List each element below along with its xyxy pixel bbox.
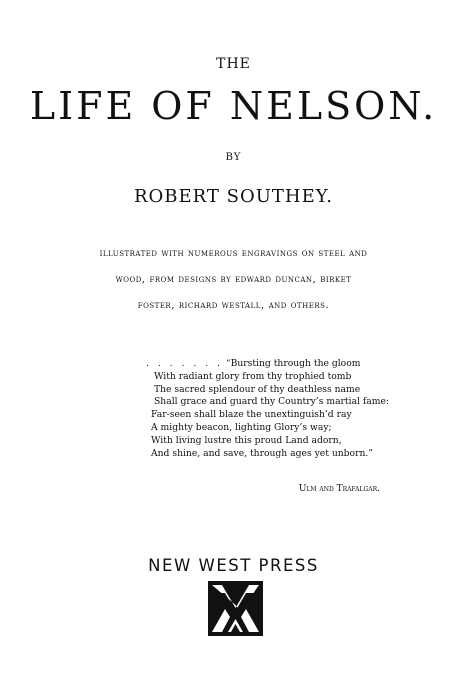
epigraph-line: The sacred splendour of thy deathless name (154, 383, 361, 395)
epigraph-line-text: “Bursting through the gloom (225, 358, 361, 369)
epigraph-line (146, 358, 376, 371)
epigraph-line: With living lustre this proud Land adorn, (151, 434, 342, 446)
title-prefix: THE (216, 56, 251, 72)
author-name: ROBERT SOUTHEY. (133, 186, 334, 207)
illustration-note-line: illustrated with numerous engravings on steel and (99, 247, 368, 259)
new-west-press-logo-icon (208, 581, 263, 636)
epigraph-attribution: Ulm and Trafalgar. (298, 484, 380, 494)
epigraph-line: A mighty beacon, lighting Glory’s way; (151, 421, 332, 433)
book-title: LIFE OF NELSON. (29, 84, 438, 128)
illustration-note (0, 240, 467, 318)
epigraph-ellipsis: . . . . . . . (146, 358, 223, 369)
epigraph-line: Shall grace and guard thy Country’s martial fame: (154, 396, 390, 408)
illustration-note-line: wood, from designs by edward duncan, birket (115, 273, 352, 285)
illustration-note-line: foster, richard westall, and others. (137, 299, 330, 311)
epigraph-line: And shine, and save, through ages yet unborn.” (151, 447, 373, 459)
by-line: BY (225, 152, 242, 163)
epigraph-line: Far-seen shall blaze the unextinguish’d ray (151, 409, 352, 421)
publisher-name: NEW WEST PRESS (148, 556, 319, 575)
epigraph-line: With radiant glory from thy trophied tomb (154, 370, 352, 382)
epigraph (146, 358, 390, 460)
